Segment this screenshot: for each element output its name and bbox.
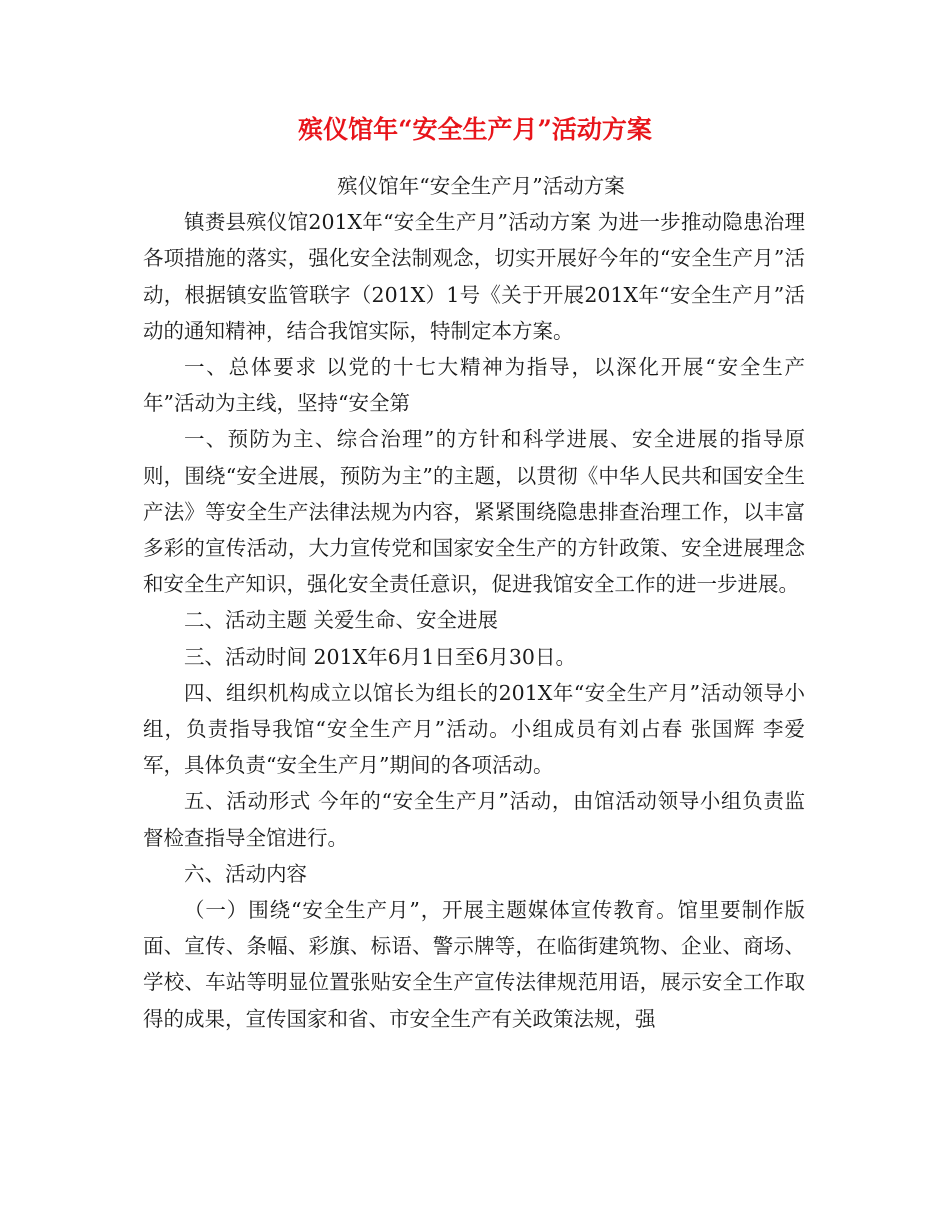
paragraph-intro: 镇赉县殡仪馆201X年“安全生产月”活动方案 为进一步推动隐患治理各项措施的落实，强化安全法制观念，切实开展好今年的“安全生产月”活动，根据镇安监管联字（201X）1号《关于开展201X年“安全生产月”活动的通知精神，结合我馆实际，特制定本方案。 <box>143 210 805 343</box>
paragraph-activity-content-heading: 六、活动内容 <box>184 861 307 886</box>
paragraph-activity-theme: 二、活动主题 关爱生命、安全进展 <box>184 608 499 633</box>
paragraph-organization: 四、组织机构成立以馆长为组长的201X年“安全生产月”活动领导小组，负责指导我馆“安全生产月”活动。小组成员有刘占春 张国辉 李爱军，具体负责“安全生产月”期间的各项活动。 <box>143 680 805 778</box>
document-subtitle: 殡仪馆年“安全生产月”活动方案 <box>337 174 625 198</box>
paragraph-activity-content-1: （一）围绕“安全生产月”，开展主题媒体宣传教育。馆里要制作版面、宣传、条幅、彩旗、标语、警示牌等，在临街建筑物、企业、商场、学校、车站等明显位置张贴安全生产宣传法律规范用语，展示安全工作取得的成果，宣传国家和省、市安全生产有关政策法规，强 <box>143 898 805 1031</box>
paragraph-general-requirements: 一、总体要求 以党的十七大精神为指导，以深化开展“安全生产年”活动为主线，坚持“安全第 <box>143 355 805 416</box>
paragraph-activity-time: 三、活动时间 201X年6月1日至6月30日。 <box>184 644 576 669</box>
paragraph-activity-form: 五、活动形式 今年的“安全生产月”活动，由馆活动领导小组负责监督检查指导全馆进行。 <box>143 789 805 850</box>
paragraph-guiding-principles: 一、预防为主、综合治理”的方针和科学进展、安全进展的指导原则，围绕“安全进展，预防为主”的主题，以贯彻《中华人民共和国安全生产法》等安全生产法律法规为内容，紧紧围绕隐患排查治理工作，以丰富多彩的宣传活动，大力宣传党和国家安全生产的方针政策、安全进展理念和安全生产知识，强化安全责任意识，促进我馆安全工作的进一步进展。 <box>143 427 805 597</box>
document-title: 殡仪馆年“安全生产月”活动方案 <box>298 115 652 144</box>
document-body <box>143 168 805 1037</box>
